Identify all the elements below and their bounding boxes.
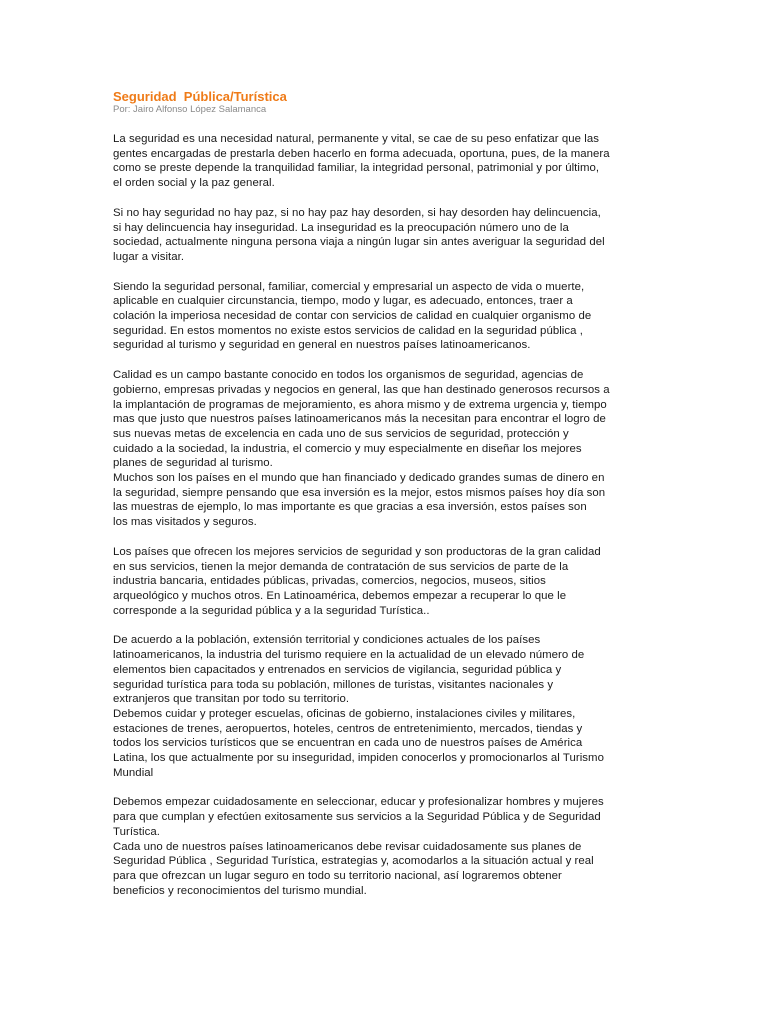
paragraph-7: Debemos empezar cuidadosamente en seleccionar, educar y profesionalizar hombres y mujeres para que cumplan y efectúen exitosamente sus servicios a la Seguridad Pública y de Seguridad Turística. Cada uno de nuestros países latinoamericanos debe revisar cuidadosamente sus planes de Seguridad Pública , Seguridad Turística, estrategias y, acomodarlos a la situación actual y real para que ofrezcan un lugar seguro en todo su territorio nacional, así lograremos obtener beneficios y reconocimientos del turismo mundial.: [113, 796, 604, 897]
paragraph-6: De acuerdo a la población, extensión territorial y condiciones actuales de los países latinoamericanos, la industria del turismo requiere en la actualidad de un elevado número de elementos bien capacitados y entrenados en servicios de vigilancia, seguridad pública y seguridad turística para toda su población, millones de turistas, visitantes nacionales y extranjeros que transitan por todo su territorio. Debemos cuidar y proteger escuelas, oficinas de gobierno, instalaciones civiles y militares, estaciones de trenes, aeropuertos, hoteles, centros de entretenimiento, mercados, tiendas y todos los servicios turísticos que se encuentran en cada uno de nuestros países de América Latina, los que actualmente por su inseguridad, impiden conocerlos y promocionarlos al Turismo Mundial: [113, 634, 604, 779]
article: [113, 89, 658, 898]
paragraph-4: Calidad es un campo bastante conocido en todos los organismos de seguridad, agencias de gobierno, empresas privadas y negocios en general, las que han destinado generosos recursos a la implantación de programas de mejoramiento, es ahora mismo y de extrema urgencia y, tiempo mas que justo que nuestros países latinoamericanos más la necesitan para encontrar el logro de sus nuevas metas de excelencia en cada uno de sus servicios de seguridad, protección y cuidado a la sociedad, la industria, el comercio y muy especialmente en diseñar los mejores planes de seguridad al turismo. Muchos son los países en el mundo que han financiado y dedicado grandes sumas de dinero en la seguridad, siempre pensando que esa inversión es la mejor, estos mismos países hoy día son las muestras de ejemplo, lo mas importante es que gracias a esa inversión, estos países son los mas visitados y seguros.: [113, 369, 610, 529]
paragraph-1: La seguridad es una necesidad natural, permanente y vital, se cae de su peso enfatizar que las gentes encargadas de prestarla deben hacerlo en forma adecuada, oportuna, pues, de la manera como se preste depende la tranquilidad familiar, la integridad personal, patrimonial y por último, el orden social y la paz general.: [113, 133, 610, 190]
paragraph-gap: [113, 191, 658, 206]
paragraph-5: Los países que ofrecen los mejores servicios de seguridad y son productoras de la gran calidad en sus servicios, tienen la mejor demanda de contratación de sus servicios de parte de la industria bancaria, entidades públicas, privadas, comercios, negocios, museos, sitios arqueológico y muchos otros. En Latinoamérica, debemos empezar a recuperar lo que le corresponde a la seguridad pública y a la seguridad Turística..: [113, 545, 601, 617]
article-author: Por: Jairo Alfonso López Salamanca: [113, 104, 267, 115]
paragraph-3: Siendo la seguridad personal, familiar, comercial y empresarial un aspecto de vida o muerte, aplicable en cualquier circunstancia, tiempo, modo y lugar, es adecuado, entonces, traer a colación la imperiosa necesidad de contar con servicios de calidad en cualquier organismo de seguridad. En estos momentos no existe estos servicios de calidad en la seguridad pública , seguridad al turismo y seguridad en general en nuestros países latinoamericanos.: [113, 280, 592, 352]
paragraph-gap: [113, 618, 658, 633]
paragraph-gap: [113, 353, 658, 368]
paragraph-2: Si no hay seguridad no hay paz, si no hay paz hay desorden, si hay desorden hay delincuencia, si hay delincuencia hay inseguridad. La inseguridad es la preocupación número uno de la sociedad, actualmente ninguna persona viaja a ningún lugar sin antes averiguar la seguridad del lugar a visitar.: [113, 206, 605, 263]
article-title: Seguridad Pública/Turística: [113, 89, 287, 104]
paragraph-gap: [113, 265, 658, 280]
paragraph-gap: [113, 780, 658, 795]
paragraph-gap: [113, 530, 658, 545]
